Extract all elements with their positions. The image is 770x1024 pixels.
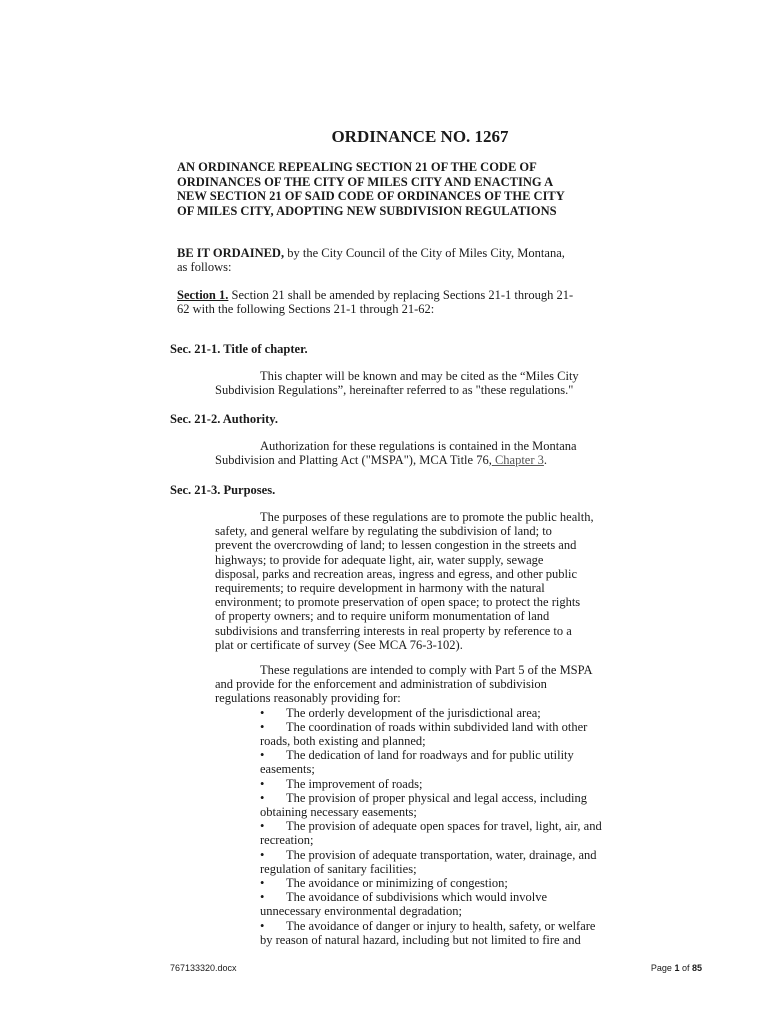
bullet: • <box>260 790 265 805</box>
list-item: • The coordination of roads within subdivided land with other roads, both existing and planned; <box>260 719 588 749</box>
caption-line: OF MILES CITY, ADOPTING NEW SUBDIVISION REGULATIONS <box>177 203 557 218</box>
list-item: • The provision of proper physical and legal access, including obtaining necessary easements; <box>260 790 587 820</box>
caption-line: ORDINANCES OF THE CITY OF MILES CITY AND ENACTING A <box>177 174 554 189</box>
bullet: • <box>260 705 265 720</box>
para-line: of property owners; and to require uniform monumentation of land <box>215 609 550 624</box>
ordained-text: by the City Council of the City of Miles City, Montana, <box>284 246 565 260</box>
list-item: • The improvement of roads; <box>260 776 423 791</box>
section-1-text-2: 62 with the following Sections 21-1 through 21-62: <box>177 302 435 317</box>
para-line: subdivisions and transferring interests in real property by reference to a <box>215 623 572 638</box>
chapter-3-link[interactable]: Chapter 3 <box>491 453 544 468</box>
sec-21-1-heading: Sec. 21-1. Title of chapter. <box>170 342 308 356</box>
list-item: • The orderly development of the jurisdictional area; <box>260 705 541 720</box>
sec-21-3-para-2 <box>215 663 670 947</box>
bullet: • <box>260 748 265 763</box>
para-line: requirements; to require development in harmony with the natural <box>215 581 545 596</box>
section-1-text: Section 21 shall be amended by replacing Sections 21-1 through 21- <box>228 288 574 302</box>
bullet: • <box>260 719 265 734</box>
para-line: The purposes of these regulations are to promote the public health, <box>260 510 594 524</box>
list-item: • The avoidance of subdivisions which would involve unnecessary environmental degradation; <box>260 890 548 919</box>
sec-21-3-heading: Sec. 21-3. Purposes. <box>170 483 276 497</box>
para-line: highways; to provide for adequate light, air, water supply, sewage <box>215 552 544 567</box>
sec-21-2-line: Authorization for these regulations is contained in the Montana <box>260 439 577 453</box>
list-item: • The avoidance or minimizing of congestion; <box>260 876 508 891</box>
para-line: disposal, parks and recreation areas, ingress and egress, and other public <box>215 566 578 581</box>
ordained-text-2: as follows: <box>177 260 232 275</box>
list-item: • The dedication of land for roadways and for public utility easements; <box>260 748 574 777</box>
bullet: • <box>260 776 265 791</box>
para-line: safety, and general welfare by regulating the subdivision of land; to <box>215 524 552 539</box>
sec-21-2-line: Subdivision and Platting Act ("MSPA"), MCA Title 76, <box>215 453 492 468</box>
bullet: • <box>260 819 265 834</box>
ordained-paragraph <box>177 246 667 274</box>
bullet: • <box>260 876 265 891</box>
sec-21-1-body <box>215 369 670 397</box>
bullet: • <box>260 918 265 933</box>
ordinance-title: ORDINANCE NO. 1267 <box>331 127 509 146</box>
ordained-lead: BE IT ORDAINED, <box>177 246 285 260</box>
para-line: prevent the overcrowding of land; to lessen congestion in the streets and <box>215 538 577 553</box>
sec-21-2-body: Authorization for these regulations is contained in the Montana Subdivision and Platting Act ("MSPA"), MCA Title 76, Chapter 3. <box>215 439 577 468</box>
sec-21-1-line: This chapter will be known and may be cited as the “Miles City <box>260 369 579 383</box>
para-line: environment; to promote preservation of open space; to protect the rights <box>215 595 581 610</box>
list-item: • The provision of adequate transportation, water, drainage, and regulation of sanitary facilities; <box>260 847 597 876</box>
sec-21-1-line: Subdivision Regulations”, hereinafter referred to as "these regulations." <box>215 383 574 398</box>
para-line: plat or certificate of survey (See MCA 76-3-102). <box>215 637 463 652</box>
sec-21-3-para-1 <box>215 510 670 652</box>
caption-line: AN ORDINANCE REPEALING SECTION 21 OF THE CODE OF <box>177 160 537 174</box>
footer-page-number: Page 1 of 85 <box>650 963 702 973</box>
bullet: • <box>260 847 265 862</box>
list-item: • The provision of adequate open spaces for travel, light, air, and recreation; <box>260 819 602 848</box>
para-line: These regulations are intended to comply with Part 5 of the MSPA <box>260 663 593 677</box>
para-line: and provide for the enforcement and administration of subdivision <box>215 677 547 692</box>
para-line: regulations reasonably providing for: <box>215 691 401 706</box>
ordinance-caption <box>177 160 667 218</box>
footer-filename: 767133320.docx <box>170 963 237 973</box>
sec-21-2-heading: Sec. 21-2. Authority. <box>170 412 278 426</box>
section-1-label: Section 1. <box>177 288 229 302</box>
caption-line: NEW SECTION 21 OF SAID CODE OF ORDINANCES OF THE CITY <box>177 189 565 203</box>
section-1-paragraph <box>177 288 672 316</box>
bullet: • <box>260 890 265 905</box>
list-item: • The avoidance of danger or injury to health, safety, or welfare by reason of natural hazard, including but not limited to fire and <box>260 918 596 947</box>
